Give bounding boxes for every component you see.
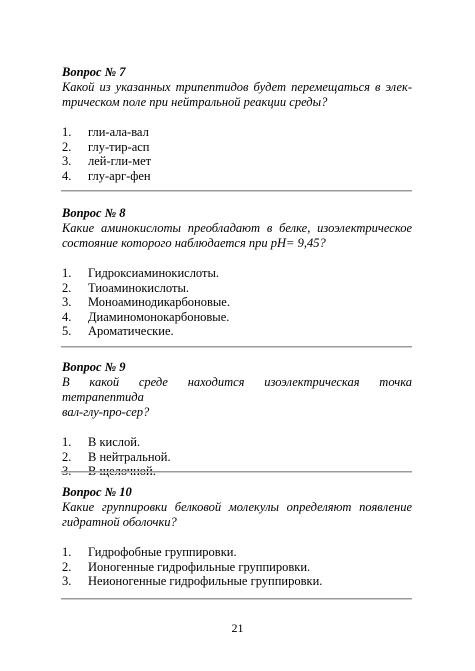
answer-option	[62, 169, 412, 184]
section-divider	[61, 190, 412, 192]
answer-option	[62, 125, 412, 140]
question-text-line: вал-глу-про-сер?	[62, 405, 150, 419]
section-divider	[61, 346, 412, 348]
answer-text: Моноаминодикарбоновые.	[88, 295, 230, 310]
answer-number: 3.	[62, 154, 72, 169]
answer-option	[62, 574, 412, 589]
question-title: Вопрос № 7	[62, 65, 126, 79]
question-title: Вопрос № 8	[62, 206, 126, 220]
answer-option	[62, 266, 412, 281]
answer-option	[62, 140, 412, 155]
answer-text: гли-ала-вал	[88, 125, 149, 139]
question-8	[62, 206, 412, 339]
answer-number: 2.	[62, 280, 72, 295]
answer-list	[62, 545, 412, 589]
answer-list	[62, 125, 412, 183]
answer-text: Ароматические.	[88, 324, 174, 339]
answer-number: 2.	[62, 139, 72, 154]
answer-text: В щелочной.	[88, 464, 156, 479]
question-title: Вопрос № 10	[62, 485, 132, 499]
question-text	[62, 500, 412, 530]
answer-option	[62, 310, 412, 325]
answer-text: Тиоаминокислоты.	[88, 280, 189, 295]
question-7	[62, 65, 412, 183]
question-10	[62, 485, 412, 589]
section-divider	[61, 471, 412, 473]
answer-number: 1.	[62, 266, 72, 280]
question-text-line: Какие аминокислоты преобладают в белке, изоэлектрическое	[62, 221, 412, 235]
answer-option	[62, 154, 412, 169]
answer-number: 2.	[62, 559, 72, 574]
answer-number: 4.	[62, 168, 72, 183]
answer-number: 3.	[62, 464, 72, 479]
question-text-line: В какой среде находится изоэлектрическая точка тетрапептида	[62, 375, 412, 404]
answer-text: Ионогенные гидрофильные группировки.	[88, 559, 311, 574]
question-text	[62, 221, 412, 251]
answer-text: Неионогенные гидрофильные группировки.	[88, 574, 323, 589]
answer-number: 4.	[62, 309, 72, 324]
answer-text: Диаминомонокарбоновые.	[88, 309, 230, 324]
answer-option	[62, 450, 412, 465]
answer-number: 1.	[62, 545, 72, 559]
question-text-line: состояние которого наблюдается при pH= 9,45?	[62, 236, 326, 250]
answer-number: 3.	[62, 574, 72, 589]
answer-number: 1.	[62, 435, 72, 449]
answer-option	[62, 281, 412, 296]
answer-text: лей-гли-мет	[88, 154, 152, 169]
page-number: 21	[231, 621, 244, 635]
answer-number: 1.	[62, 125, 72, 139]
answer-list	[62, 266, 412, 339]
answer-number: 3.	[62, 295, 72, 310]
answer-text: глу-арг-фен	[88, 168, 151, 183]
answer-option	[62, 324, 412, 339]
question-text-line: Какие группировки белковой молекулы определяют появление	[62, 500, 412, 514]
question-text	[62, 375, 412, 420]
answer-number: 2.	[62, 449, 72, 464]
section-divider	[61, 598, 412, 600]
question-9	[62, 360, 412, 479]
answer-text: Гидрофобные группировки.	[88, 545, 237, 559]
question-text-line: трическом поле при нейтральной реакции среды?	[62, 95, 328, 109]
answer-text: В нейтральной.	[88, 449, 171, 464]
answer-text: глу-тир-асп	[88, 139, 150, 154]
question-text-line: гидратной оболочки?	[62, 515, 177, 529]
answer-option	[62, 295, 412, 310]
answer-option	[62, 435, 412, 450]
answer-option	[62, 560, 412, 575]
question-text-line: Какой из указанных трипептидов будет перемещаться в элек-	[62, 80, 412, 94]
answer-text: Гидроксиаминокислоты.	[88, 266, 220, 280]
answer-number: 5.	[62, 324, 72, 339]
question-title: Вопрос № 9	[62, 360, 126, 374]
answer-text: В кислой.	[88, 435, 141, 449]
answer-option	[62, 545, 412, 560]
question-text	[62, 80, 412, 110]
